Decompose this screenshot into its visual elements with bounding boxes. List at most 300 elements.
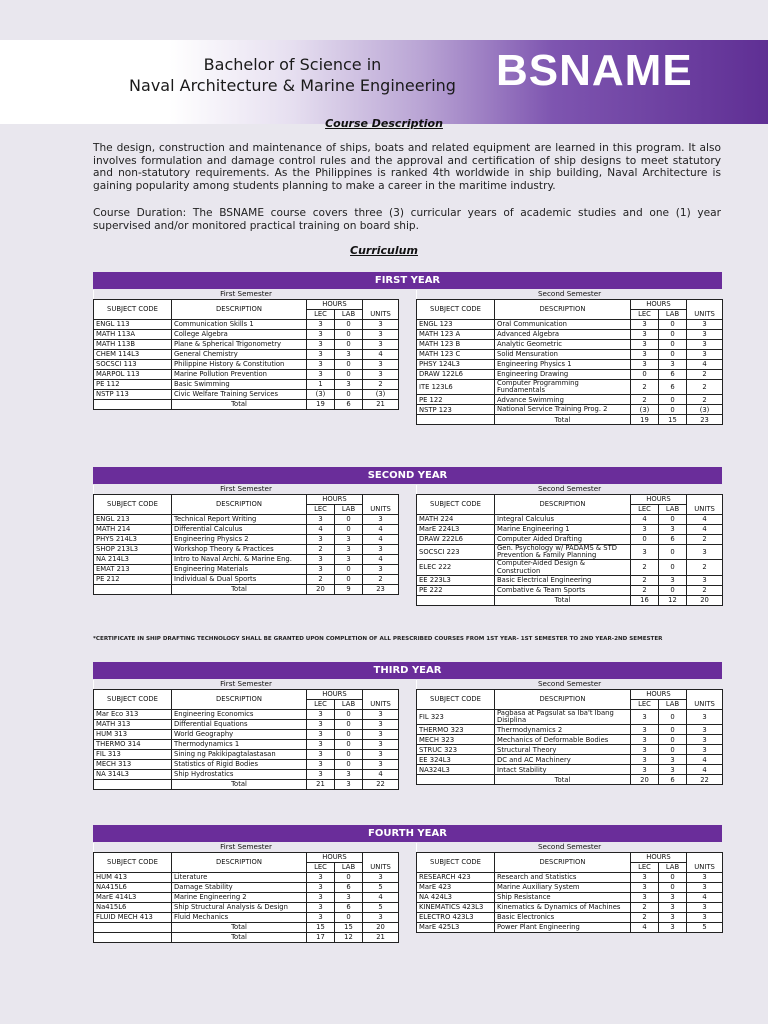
total-row [94,400,399,410]
lab-hours: 3 [335,555,363,565]
units: 3 [687,330,723,340]
units: 3 [363,873,399,883]
table-row [417,395,723,405]
units: 4 [363,350,399,360]
lab-hours: 0 [659,710,687,725]
curriculum-heading: Curriculum [350,244,418,257]
lab-hours: 0 [335,390,363,400]
total-label: Total [495,775,631,785]
units: 4 [363,555,399,565]
table-row [94,883,399,893]
semester-title-row [94,843,399,853]
subject-code: MATH 123 C [417,350,495,360]
lab-hours: 0 [335,565,363,575]
units: 5 [363,883,399,893]
lab-hours: 3 [335,350,363,360]
lab-hours: 0 [335,370,363,380]
units-header-spacer [687,495,723,505]
units: 5 [363,903,399,913]
total-lab: 15 [659,415,687,425]
lab-hours: 0 [659,725,687,735]
table-row [94,525,399,535]
hours-header: HOURS [631,300,687,310]
total-units: 20 [687,595,723,605]
subject-description: Civic Welfare Training Services [172,390,307,400]
units: 3 [687,725,723,735]
course-duration-paragraph: Course Duration: The BSNAME course covers three (3) curricular years of academic studies and one (1) year supervised and/or monitored practical training on board ship. [93,207,721,232]
units: 3 [363,710,399,720]
lec-hours: 3 [631,735,659,745]
lab-hours: 0 [659,330,687,340]
total-spacer [94,585,172,595]
lab-hours: 0 [335,760,363,770]
units: 3 [363,360,399,370]
year-title-bar: FIRST YEAR [93,272,722,289]
subject-description: Engineering Economics [172,710,307,720]
second-semester-table [416,680,723,785]
table-row [417,923,723,933]
lec-header: LEC [631,505,659,515]
semester-title: Second Semester [417,680,723,690]
units: (3) [687,405,723,415]
lab-hours: 3 [659,765,687,775]
lec-hours: 3 [631,893,659,903]
column-header-row [94,495,399,505]
lab-hours: 0 [335,740,363,750]
second-semester-table [416,485,723,606]
lec-hours: 3 [307,750,335,760]
lec-hours: 3 [307,893,335,903]
lec-hours: 3 [307,330,335,340]
total-units: 22 [363,780,399,790]
units: 3 [687,545,723,560]
units: 2 [687,585,723,595]
total-lec: 21 [307,780,335,790]
units: 3 [363,515,399,525]
lab-hours: 0 [659,320,687,330]
lec-hours: 2 [631,575,659,585]
lec-hours: 3 [307,340,335,350]
subject-code: Na415L6 [94,903,172,913]
table-row [94,750,399,760]
table-row [94,730,399,740]
subject-description: Plane & Spherical Trigonometry [172,340,307,350]
total-label: Total [172,585,307,595]
lab-hours: 0 [659,560,687,575]
subject-description: Intro to Naval Archi. & Marine Eng. [172,555,307,565]
year-title-bar: FOURTH YEAR [93,825,722,842]
units: 2 [687,560,723,575]
total-units: 23 [687,415,723,425]
subject-code: ENGL 213 [94,515,172,525]
lec-hours: 3 [307,565,335,575]
subject-description: Workshop Theory & Practices [172,545,307,555]
lec-hours: 2 [307,575,335,585]
lab-hours: 0 [335,340,363,350]
table-row [94,370,399,380]
subject-code: ELEC 222 [417,560,495,575]
units: 3 [687,745,723,755]
first-semester-table [93,485,399,595]
table-row [94,720,399,730]
subject-description: Engineering Physics 2 [172,535,307,545]
units: 3 [363,750,399,760]
subject-description: Sining ng Pakikipagtalastasan [172,750,307,760]
subject-code: MATH 123 B [417,340,495,350]
lec-hours: 3 [631,340,659,350]
lec-hours: 1 [307,380,335,390]
first-semester-table [93,680,399,790]
subject-code: MATH 113B [94,340,172,350]
table-row [94,565,399,575]
subject-code: PE 222 [417,585,495,595]
units-header: UNITS [687,863,723,873]
total-lab: 15 [335,923,363,933]
table-row [417,525,723,535]
total-units: 20 [363,923,399,933]
units: 4 [687,893,723,903]
units: 3 [687,320,723,330]
subject-code: NA415L6 [94,883,172,893]
total-row [94,923,399,933]
semester-title-row [94,680,399,690]
second-semester-table [416,290,723,425]
subject-code: MarE 224L3 [417,525,495,535]
table-row [94,390,399,400]
lec-hours: 3 [307,320,335,330]
lec-hours: 0 [631,535,659,545]
lab-hours: 3 [659,893,687,903]
description-header: DESCRIPTION [495,495,631,515]
units: 4 [363,770,399,780]
subject-code-header: SUBJECT CODE [94,853,172,873]
subject-code-header: SUBJECT CODE [94,690,172,710]
lab-hours: 0 [659,545,687,560]
lab-hours: 3 [659,575,687,585]
course-description-heading: Course Description [325,117,443,130]
table-row [417,873,723,883]
table-row [417,560,723,575]
subject-description: Ship Hydrostatics [172,770,307,780]
lab-header: LAB [659,700,687,710]
lec-header: LEC [307,700,335,710]
subject-code: CHEM 114L3 [94,350,172,360]
lec-hours: 2 [631,395,659,405]
units: 4 [687,360,723,370]
total-row [417,595,723,605]
units: 3 [363,730,399,740]
table-row [417,515,723,525]
subject-description: Thermodynamics 2 [495,725,631,735]
total-units: 22 [687,775,723,785]
lab-hours: 0 [335,873,363,883]
units-header: UNITS [687,700,723,710]
lab-hours: 6 [659,370,687,380]
semester-title: First Semester [94,680,399,690]
units: 3 [363,545,399,555]
subject-description: Literature [172,873,307,883]
lec-hours: 2 [307,545,335,555]
subject-description: DC and AC Machinery [495,755,631,765]
table-row [417,405,723,415]
hours-header: HOURS [307,853,363,863]
subject-code: MarE 423 [417,883,495,893]
units: 3 [363,720,399,730]
subject-code: NA 314L3 [94,770,172,780]
second-semester-table [416,843,723,933]
units: 3 [363,565,399,575]
units: 5 [687,923,723,933]
units-header-spacer [363,853,399,863]
lec-hours: 3 [307,903,335,913]
subject-code: SOCSCI 113 [94,360,172,370]
subject-code: MECH 323 [417,735,495,745]
lab-hours: 3 [659,923,687,933]
units: 3 [363,340,399,350]
lab-header: LAB [659,863,687,873]
total-lab: 6 [659,775,687,785]
program-title-line1: Bachelor of Science in [203,55,382,74]
table-row [94,340,399,350]
column-header-row [94,690,399,700]
lec-hours: 2 [631,913,659,923]
subject-description: Ship Resistance [495,893,631,903]
table-row [94,903,399,913]
subject-code: MATH 224 [417,515,495,525]
table-row [417,340,723,350]
subject-description: National Service Training Prog. 2 [495,405,631,415]
lec-hours: 3 [631,330,659,340]
semester-title: First Semester [94,485,399,495]
subject-code-header: SUBJECT CODE [417,495,495,515]
units: 3 [363,760,399,770]
subject-code: HUM 413 [94,873,172,883]
table-row [94,360,399,370]
lab-hours: 3 [659,903,687,913]
semester-title: First Semester [94,843,399,853]
total-row [94,933,399,943]
units: 2 [687,395,723,405]
description-header: DESCRIPTION [495,300,631,320]
total-lec: 16 [631,595,659,605]
subject-code-header: SUBJECT CODE [417,690,495,710]
column-header-row [94,300,399,310]
lec-hours: 3 [307,360,335,370]
table-row [94,710,399,720]
lab-hours: 6 [335,883,363,893]
subject-description: Marine Engineering 1 [495,525,631,535]
lab-hours: 3 [335,770,363,780]
header-banner [0,40,768,124]
table-row [417,745,723,755]
units: 3 [363,370,399,380]
lec-hours: 4 [307,525,335,535]
subject-code: ITE 123L6 [417,380,495,395]
lec-hours: 3 [307,535,335,545]
table-row [94,575,399,585]
first-semester-table [93,290,399,410]
total-lec: 15 [307,923,335,933]
table-row [94,380,399,390]
lab-hours: 0 [659,883,687,893]
lec-hours: (3) [631,405,659,415]
lec-hours: 3 [307,913,335,923]
lec-hours: 3 [631,755,659,765]
semester-title-row [417,485,723,495]
units: 3 [363,913,399,923]
units: 4 [687,525,723,535]
subject-description: Marine Engineering 2 [172,893,307,903]
total-label: Total [172,780,307,790]
subject-description: Kinematics & Dynamics of Machines [495,903,631,913]
subject-description: Marine Auxiliary System [495,883,631,893]
units-header: UNITS [363,505,399,515]
total-row [94,585,399,595]
table-row [417,903,723,913]
lec-hours: 2 [631,560,659,575]
subject-description: Basic Swimming [172,380,307,390]
table-row [94,555,399,565]
subject-code: NA324L3 [417,765,495,775]
subject-description: Technical Report Writing [172,515,307,525]
subject-code: MarE 425L3 [417,923,495,933]
total-lab: 6 [335,400,363,410]
units: 2 [687,535,723,545]
subject-code: STRUC 323 [417,745,495,755]
total-lab: 12 [659,595,687,605]
subject-code: NA 424L3 [417,893,495,903]
table-row [417,710,723,725]
semester-title: Second Semester [417,485,723,495]
units: 3 [687,913,723,923]
table-row [417,725,723,735]
lab-hours: 0 [335,330,363,340]
units: 3 [687,873,723,883]
lab-header: LAB [659,310,687,320]
semester-title-row [417,680,723,690]
lab-hours: 0 [659,515,687,525]
lec-header: LEC [307,863,335,873]
units-header: UNITS [687,310,723,320]
subject-description: Basic Electrical Engineering [495,575,631,585]
subject-code-header: SUBJECT CODE [94,495,172,515]
units: 3 [687,350,723,360]
subject-code: NSTP 113 [94,390,172,400]
lec-hours: 3 [631,360,659,370]
total-spacer [417,415,495,425]
subject-description: Structural Theory [495,745,631,755]
total-row [417,415,723,425]
subject-description: Thermodynamics 1 [172,740,307,750]
lab-hours: 0 [335,525,363,535]
total-row [94,780,399,790]
total-label: Total [495,415,631,425]
units-header: UNITS [363,863,399,873]
table-row [94,535,399,545]
lec-hours: 3 [631,350,659,360]
total-label: Total [172,923,307,933]
units-header-spacer [363,495,399,505]
course-description-paragraph: The design, construction and maintenance of ships, boats and related equipment are learned in this program. It also involves formulation and damage control rules and the approval and certification of ship designs to meet statutory and non-statutory requirements. As the Philippines is ranked 4th worldwide in ship building, Naval Architecture is gaining popularity among students planning to make a career in the maritime industry. [93,142,721,192]
units: 3 [687,710,723,725]
semester-title: Second Semester [417,843,723,853]
lab-hours: 0 [335,320,363,330]
total-label: Total [495,595,631,605]
lec-hours: 3 [631,525,659,535]
lec-hours: 3 [631,745,659,755]
subject-code: EE 223L3 [417,575,495,585]
lec-hours: 2 [631,903,659,913]
units: 3 [363,330,399,340]
subject-code: RESEARCH 423 [417,873,495,883]
table-row [417,545,723,560]
total-label: Total [172,400,307,410]
table-row [417,585,723,595]
table-row [417,765,723,775]
lab-hours: 3 [335,545,363,555]
subject-description: Research and Statistics [495,873,631,883]
units-header-spacer [687,300,723,310]
subject-code: NA 214L3 [94,555,172,565]
subject-code: PE 122 [417,395,495,405]
lab-hours: 3 [335,535,363,545]
subject-description: Combative & Team Sports [495,585,631,595]
lab-hours: 3 [335,380,363,390]
table-row [94,515,399,525]
subject-description: Statistics of Rigid Bodies [172,760,307,770]
subject-code: THERMO 323 [417,725,495,735]
units-header-spacer [687,853,723,863]
program-title-line2: Naval Architecture & Marine Engineering [129,76,456,95]
total-lab: 9 [335,585,363,595]
lec-hours: 3 [631,873,659,883]
table-row [417,535,723,545]
total-lab: 12 [335,933,363,943]
subject-code: ENGL 123 [417,320,495,330]
semester-title-row [417,843,723,853]
total-spacer [94,933,172,943]
total-units: 23 [363,585,399,595]
lab-hours: 0 [335,720,363,730]
units-header-spacer [687,690,723,700]
table-row [94,893,399,903]
lec-hours: 3 [307,730,335,740]
subject-description: Solid Mensuration [495,350,631,360]
units: 3 [363,740,399,750]
subject-code: PE 112 [94,380,172,390]
lab-hours: 0 [335,710,363,720]
lab-hours: 3 [659,755,687,765]
subject-code-header: SUBJECT CODE [94,300,172,320]
subject-description: Pagbasa at Pagsulat sa Iba't Ibang Disiplina [495,710,631,725]
subject-code: ENGL 113 [94,320,172,330]
subject-code: MATH 214 [94,525,172,535]
subject-description: Advanced Algebra [495,330,631,340]
lab-hours: 3 [659,525,687,535]
lec-hours: 3 [631,545,659,560]
total-label: Total [172,933,307,943]
lab-hours: 6 [335,903,363,913]
semester-title-row [94,485,399,495]
units: 2 [363,575,399,585]
lec-hours: 3 [307,555,335,565]
subject-description: Engineering Drawing [495,370,631,380]
total-lec: 19 [631,415,659,425]
description-header: DESCRIPTION [172,495,307,515]
lab-hours: 0 [659,350,687,360]
lab-header: LAB [335,700,363,710]
units-header-spacer [363,690,399,700]
